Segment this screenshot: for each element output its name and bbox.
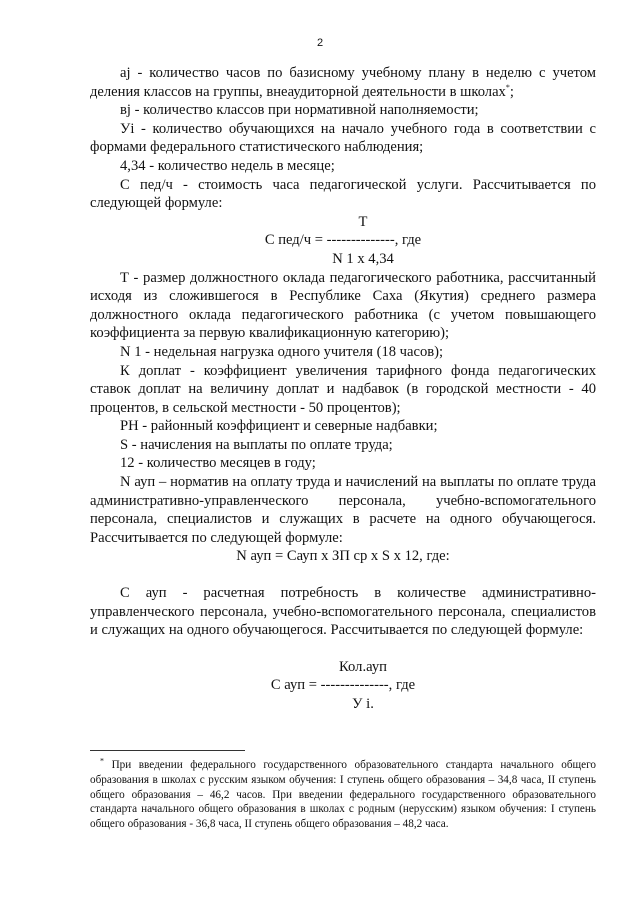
paragraph-aj-end: ; [509, 83, 514, 100]
paragraph-aj-text: аj - количество часов по базисному учебному плану в неделю с учетом деления классов на группы, внеаудиторной деятельности в школах [90, 65, 596, 100]
paragraph-weeks: 4,34 - количество недель в месяце; [120, 157, 335, 174]
paragraph-c-ped: С пед/ч - стоимость часа педагогической услуги. Рассчитывается по следующей формуле: [90, 176, 596, 212]
spacer [90, 566, 596, 584]
paragraph-n1: N 1 - недельная нагрузка одного учителя (18 часов); [120, 343, 444, 360]
formula-n-aup: N ауп = Сауп х ЗП ср х S х 12, где: [236, 548, 450, 565]
footnote-text: При введении федерального государственного образовательного стандарта начального общего образования в школах с русским языком обучения: I ступень общего образования – 34,8 часа, II ступень общего образования – 46,2 часов. При введении федерального государственного образовательного стандарта начального общего образования в школах с родным (нерусским) языком обучения: I ступень общего образования - 36,8 часа, II ступень общего образования – 48,2 часа. [90, 759, 596, 831]
footnote-reference[interactable]: * [505, 82, 510, 92]
footnote [90, 758, 596, 832]
formula-c-aup-denominator: У i. [352, 696, 374, 712]
page-number: 2 [316, 37, 324, 49]
formula-c-aup [90, 658, 596, 714]
formula-c-aup-main: С ауп = --------------, где [270, 677, 416, 694]
paragraph-rn: РН - районный коэффициент и северные надбавки; [120, 418, 438, 435]
formula-c-ped-denominator: N 1 х 4,34 [332, 250, 394, 267]
formula-c-aup-numerator: Кол.ауп [339, 658, 387, 675]
paragraph-months: 12 - количество месяцев в году; [120, 455, 316, 472]
formula-c-ped-numerator: Т [358, 213, 368, 230]
formula-c-ped [90, 213, 596, 269]
paragraph-n-aup: N ауп – норматив на оплату труда и начислений на выплаты по оплате труда административно-управленческого персонала, учебно-вспомогательного персонала, специалистов и служащих в расчете на одного обучающегося. Рассчитывается по следующей формуле: [90, 474, 596, 546]
formula-c-ped-main: С пед/ч = --------------, где [264, 232, 422, 249]
paragraph-t: Т - размер должностного оклада педагогического работника, рассчитанный исходя из сложившегося в Республике Саха (Якутия) среднего размера должностного оклада педагогического работника (с учетом повышающего коэффициента за первую квалификационную категорию); [90, 269, 596, 342]
paragraph-s: S - начисления на выплаты по оплате труда; [120, 436, 393, 453]
paragraph-ui: Уi - количество обучающихся на начало учебного года в соответствии с формами федерального статистического наблюдения; [90, 120, 596, 156]
paragraph-c-aup: С ауп - расчетная потребность в количестве административно-управленческого персонала, учебно-вспомогательного персонала, специалистов и служащих на одного обучающегося. Рассчитывается по следующей формуле: [90, 585, 596, 639]
paragraph-aj [90, 64, 596, 101]
spacer [90, 640, 596, 658]
paragraph-k-doplat: К доплат - коэффициент увеличения тарифного фонда педагогических ставок доплат на величину доплат и надбавок (в городской местности - 40 процентов, в сельской местности - 50 процентов); [90, 362, 596, 416]
document-body [90, 64, 596, 714]
paragraph-vj: вj - количество классов при нормативной наполняемости; [120, 102, 479, 119]
footnote-mark: * [100, 756, 104, 766]
footnote-separator [90, 750, 245, 751]
